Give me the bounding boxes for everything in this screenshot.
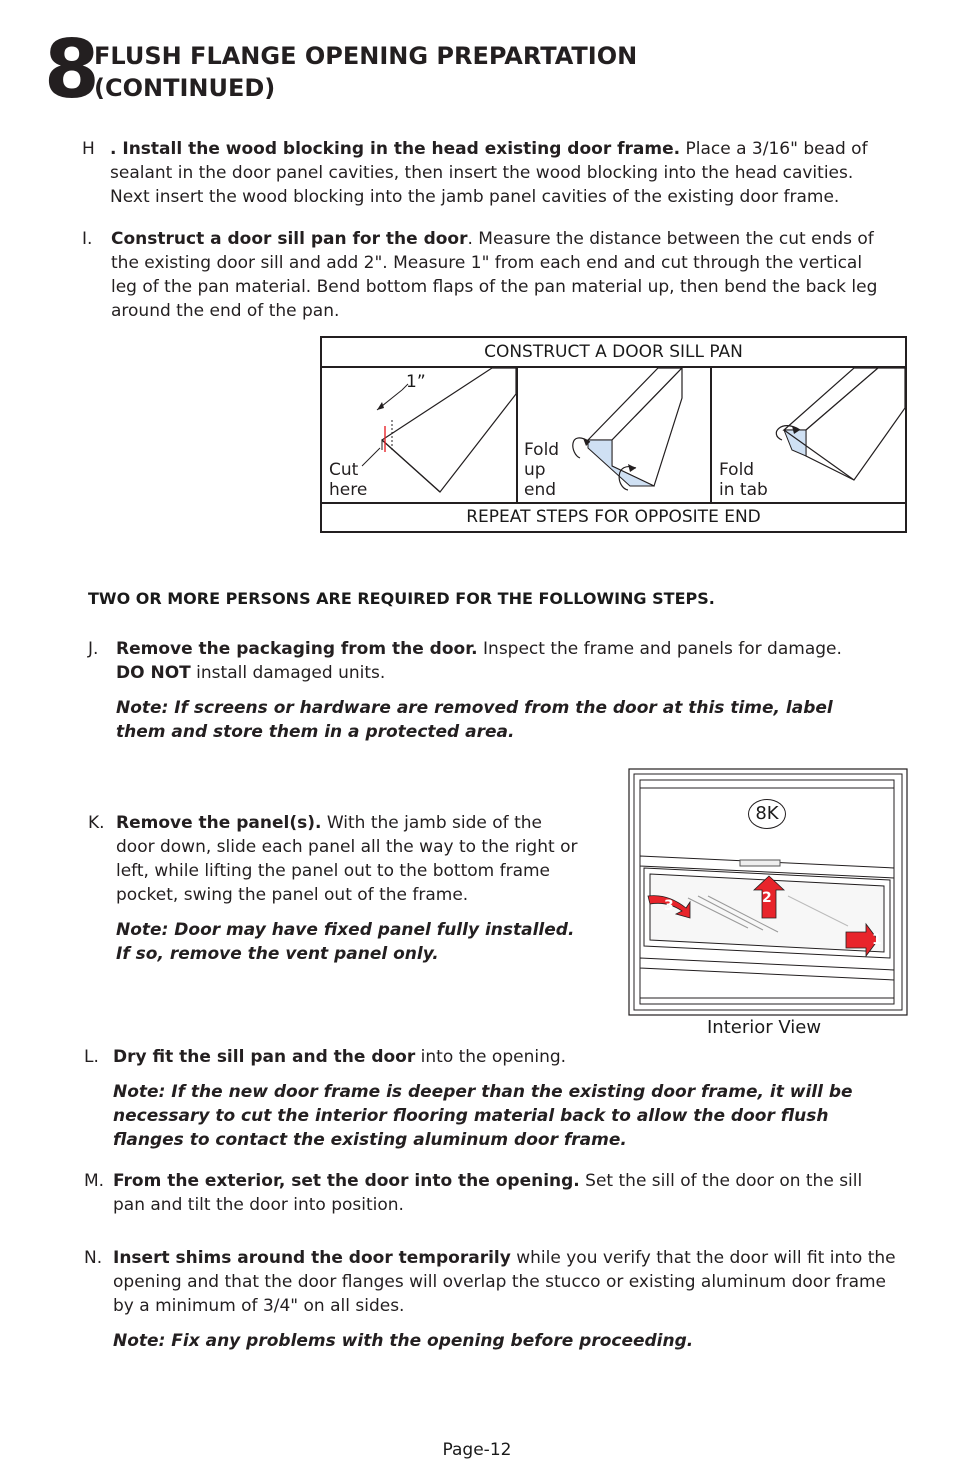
step-h-text: Place a 3/16" bead of sealant in the door panel cavities, then insert the wood blocking into the head cavities. Next insert the wood blocking into the jamb panel cavities of the existing door frame. (110, 139, 868, 207)
step-m (84, 1169, 894, 1217)
sill-pan-figure (320, 336, 907, 533)
step-i-text: . Measure the distance between the cut ends of the existing door sill and add 2". Measure 1" from each end and cut through the vertical leg of the pan material. Bend bottom flaps of the pan material up, then bend the back leg around the end of the pan. (111, 229, 878, 321)
step-j-letter: J. (88, 639, 99, 659)
step-h (82, 137, 882, 209)
title-line-2: (CONTINUED) (94, 74, 276, 102)
fold-up-line-3: end (524, 480, 557, 500)
arrow-1-label: 1 (872, 932, 882, 948)
section-title (94, 40, 637, 104)
step-i-heading: Construct a door sill pan for the door (111, 229, 468, 249)
step-k-note: Note: Door may have fixed panel fully installed. If so, remove the vent panel only. (116, 920, 575, 964)
step-l-heading: Dry fit the sill pan and the door (113, 1047, 416, 1067)
fold-in-tab-label (719, 460, 768, 500)
step-k-text: With the jamb side of the door down, slide each panel all the way to the right or left, while lifting the panel out to the bottom frame pocket, swing the panel out of the frame. (116, 813, 578, 905)
arrow-2-label: 2 (762, 890, 772, 906)
step-j (88, 637, 858, 744)
fold-in-tab-line-2: in tab (719, 480, 768, 500)
step-i (82, 227, 882, 323)
step-m-heading: From the exterior, set the door into the opening. (113, 1171, 580, 1191)
step-k-letter: K. (88, 813, 105, 833)
cut-here-line-2: here (329, 480, 368, 500)
cut-here-line-1: Cut (329, 460, 359, 480)
step-j-heading: Remove the packaging from the door. (116, 639, 478, 659)
step-number: 8 (44, 23, 100, 116)
fold-up-line-2: up (524, 460, 546, 480)
step-j-text: Inspect the frame and panels for damage. (477, 639, 842, 659)
step-l-note: Note: If the new door frame is deeper than the existing door frame, it will be necessary to cut the interior flooring material back to allow the door flush flanges to contact the existing aluminum door frame. (113, 1082, 853, 1150)
step-n-note: Note: Fix any problems with the opening before proceeding. (113, 1331, 694, 1351)
step-n-text: while you verify that the door will fit into the opening and that the door flanges will overlap the stucco or existing aluminum door frame by a minimum of 3/4" on all sides. (113, 1248, 896, 1316)
fold-in-tab-line-1: Fold (719, 460, 755, 480)
page-number: Page-12 (442, 1440, 512, 1460)
dimension-label: 1” (406, 372, 426, 392)
step-k-heading: Remove the panel(s). (116, 813, 322, 833)
interior-view-caption: Interior View (707, 1017, 822, 1038)
step-k (88, 811, 588, 966)
step-l (84, 1045, 894, 1152)
step-n-letter: N. (84, 1248, 103, 1268)
step-n (84, 1246, 909, 1353)
step-j-text2: install damaged units. (190, 663, 386, 683)
step-j-do-not: DO NOT (116, 663, 191, 683)
step-l-text: into the opening. (415, 1047, 567, 1067)
step-8k-badge: 8K (748, 799, 786, 829)
sill-figure-header: CONSTRUCT A DOOR SILL PAN (322, 338, 905, 368)
arrow-3-label: 3 (664, 898, 674, 914)
title-line-1: FLUSH FLANGE OPENING PREPARTATION (94, 42, 638, 70)
interior-view-figure (628, 768, 908, 1016)
step-h-letter: H (82, 139, 95, 159)
step-j-note: Note: If screens or hardware are removed from the door at this time, label them and store them in a protected area. (116, 698, 833, 742)
sill-figure-footer: REPEAT STEPS FOR OPPOSITE END (322, 502, 905, 531)
step-l-letter: L. (84, 1047, 99, 1067)
step-m-text: Set the sill of the door on the sill pan and tilt the door into position. (113, 1171, 863, 1215)
step-h-heading: . Install the wood blocking in the head existing door frame. (110, 139, 681, 159)
two-persons-warning: TWO OR MORE PERSONS ARE REQUIRED FOR THE FOLLOWING STEPS. (88, 589, 715, 608)
fold-up-end-label (524, 440, 559, 500)
step-n-heading: Insert shims around the door temporarily (113, 1248, 511, 1268)
step-m-letter: M. (84, 1171, 105, 1191)
step-i-letter: I. (82, 229, 93, 249)
fold-up-line-1: Fold (524, 440, 560, 460)
cut-here-label (329, 460, 367, 500)
